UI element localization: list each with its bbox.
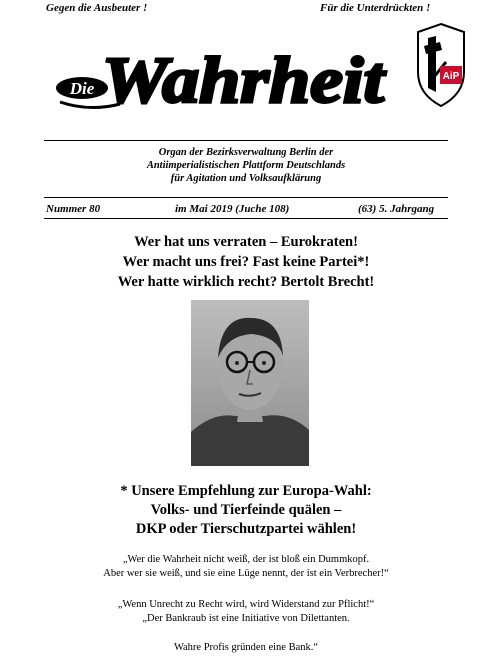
top-rule: [44, 140, 448, 141]
quote-line-5: Wahre Profis gründen eine Bank.“: [173, 642, 319, 653]
recommendation-3: DKP oder Tierschutzpartei wählen!: [135, 521, 357, 537]
issue-rule-bottom: [44, 218, 448, 219]
org-line-2: Antiimperialistischen Plattform Deutschlands: [146, 160, 346, 171]
portrait-photo: [191, 300, 309, 466]
recommendation-2: Volks- und Tierfeinde quälen –: [150, 502, 342, 518]
headline-2: Wer macht uns frei? Fast keine Partei*!: [122, 254, 370, 270]
recommendation-1: * Unsere Empfehlung zur Europa-Wahl:: [120, 483, 372, 499]
quote-line-2: Aber wer sie weiß, und sie eine Lüge nennt, der ist ein Verbrecher!“: [103, 568, 389, 579]
aip-emblem: [416, 22, 466, 108]
headline-3: Wer hatte wirklich recht? Bertolt Brecht!: [117, 274, 375, 290]
issue-rule-top: [44, 197, 448, 198]
quote-line-1: „Wer die Wahrheit nicht weiß, der ist bloß ein Dummkopf.: [122, 554, 370, 565]
masthead-article: Die: [69, 79, 95, 98]
issue-volume: (63) 5. Jahrgang: [358, 203, 435, 215]
quote-line-4: „Der Bankraub ist eine Initiative von Dilettanten.: [142, 613, 350, 624]
headline-1: Wer hat uns verraten – Eurokraten!: [134, 234, 358, 250]
masthead-title: Wahrheit: [102, 44, 386, 117]
slogan-right: Für die Unterdrückten !: [320, 2, 431, 14]
emblem-label: AiP: [442, 71, 460, 82]
org-line-3: für Agitation und Volksaufklärung: [170, 173, 322, 184]
quote-line-3: „Wenn Unrecht zu Recht wird, wird Widerstand zur Pflicht!“: [117, 599, 375, 610]
issue-number: Nummer 80: [46, 203, 101, 215]
org-line-1: Organ der Bezirksverwaltung Berlin der: [158, 147, 334, 158]
masthead-logo: [50, 28, 390, 120]
issue-date: im Mai 2019 (Juche 108): [175, 203, 290, 215]
slogan-left: Gegen die Ausbeuter !: [46, 2, 148, 14]
